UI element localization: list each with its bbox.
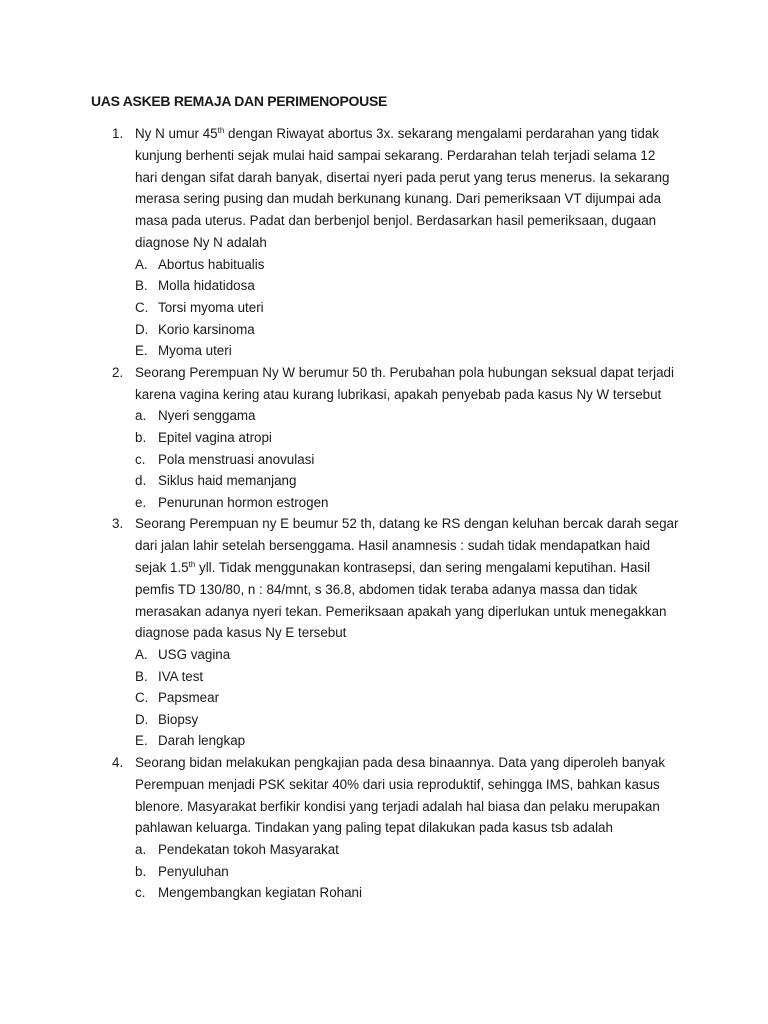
question-3 [0,513,680,752]
superscript: th [188,559,196,569]
question-text: Seorang Perempuan ny E beumur 52 th, datang ke RS dengan keluhan bercak darah segar dari jalan lahir setelah bersenggama. Hasil anamnesis : sudah tidak mendapatkan haid sejak 1.5th yll. Tidak menggunakan kontrasepsi, dan sering mengalami keputihan. Hasil pemfis TD 130/80, n : 84/mnt, s 36.8, abdomen tidak teraba adanya massa dan tidak merasakan adanya nyeri tekan. Pemeriksaan apakah yang diperlukan untuk menegakkan diagnose pada kasus Ny E tersebut [135,516,679,641]
answer-option: a. Pendekatan tokoh Masyarakat [135,842,339,858]
answer-options [135,254,680,362]
answer-options [135,839,680,904]
answer-option: e. Penurunan hormon estrogen [135,494,329,510]
answer-option: a. Nyeri senggama [135,408,256,424]
question-1 [0,123,680,362]
superscript: th [217,126,225,135]
question-2 [0,362,680,514]
answer-option: b. Penyuluhan [135,863,229,879]
answer-options [135,405,680,513]
answer-option: D. Biopsy [135,711,199,727]
question-4 [0,752,680,904]
answer-option: A. USG vagina [135,647,231,663]
answer-option: E. Myoma uteri [135,343,232,359]
answer-option: b. Epitel vagina atropi [135,429,272,445]
question-number: 1. [112,126,124,141]
answer-option: c. Pola menstruasi anovulasi [135,451,315,467]
question-number: 2. [112,364,124,380]
answer-option: C. Torsi myoma uteri [135,299,264,315]
question-text: Seorang bidan melakukan pengkajian pada desa binaannya. Data yang diperoleh banyak Perempuan menjadi PSK sekitar 40% dari usia reproduktif, sehingga IMS, bahkan kasus blenore. Masyarakat berfikir kondisi yang terjadi adalah hal biasa dan pelaku merupakan pahlawan keluarga. Tindakan yang paling tepat dilakukan pada kasus tsb adalah [135,755,666,836]
document-title: UAS ASKEB REMAJA DAN PERIMENOPOUSE [91,93,388,109]
answer-option: c. Mengembangkan kegiatan Rohani [135,885,362,901]
answer-option: D. Korio karsinoma [135,321,255,337]
answer-option: B. Molla hidatidosa [135,278,255,294]
answer-option: C. Papsmear [135,690,220,706]
answer-options [135,644,680,752]
answer-option: A. Abortus habitualis [135,256,265,272]
question-text: Seorang Perempuan Ny W berumur 50 th. Perubahan pola hubungan seksual dapat terjadi karena vagina kering atau kurang lubrikasi, apakah penyebab pada kasus Ny W tersebut [135,364,674,402]
answer-option: B. IVA test [135,668,204,684]
question-text: Ny N umur 45th dengan Riwayat abortus 3x. sekarang mengalami perdarahan yang tidak kunjung berhenti sejak mulai haid sampai sekarang. Perdarahan telah terjadi selama 12 hari dengan sifat darah banyak, disertai nyeri pada perut yang terus menerus. Ia sekarang merasa sering pusing dan mudah berkunang kunang. Dari pemeriksaan VT dijumpai ada masa pada uterus. Padat dan berbenjol benjol. Berdasarkan hasil pemeriksaan, dugaan diagnose Ny N adalah [135,126,670,250]
answer-option: d. Siklus haid memanjang [135,473,297,489]
question-number: 4. [112,755,124,771]
question-list [0,123,768,904]
question-number: 3. [112,516,124,532]
answer-option: E. Darah lengkap [135,733,246,749]
